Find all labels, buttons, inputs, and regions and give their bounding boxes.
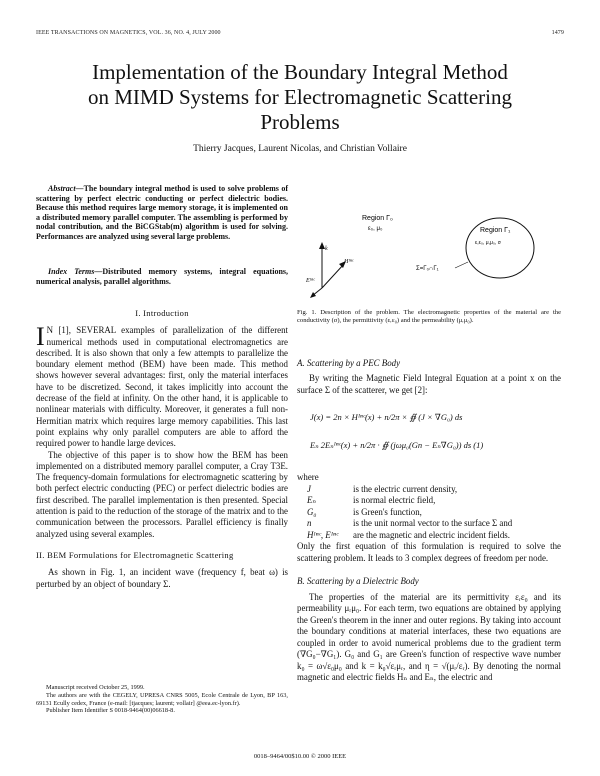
title-line-2: on MIMD Systems for Electromagnetic Scattering [88,85,512,109]
footnote-publisher-id: Publisher Item Identifier S 0018-9464(00)06618-8. [46,707,175,715]
definitions-table [297,484,512,542]
equation-1b: Eₙ 2Eₙᴵⁿᶜ(x) + n/2π · ∯ (jωμ₀(Gn − Eₙ∇G₀)) ds (1) [310,440,484,450]
k-vector-label: k [325,246,328,252]
region-0-params: ε₀, μ₀ [368,226,383,232]
h-field-label: Hᴵⁿᶜ [344,259,354,265]
where-word: where [297,472,319,482]
definition-row: Eₙ is normal electric field, [307,495,436,505]
region-1-label: Region Γ₁ [480,227,511,234]
journal-name: IEEE TRANSACTIONS ON MAGNETICS, VOL. 36, NO. 4, JULY 2000 [36,30,221,36]
title-line-1: Implementation of the Boundary Integral Method [92,60,508,84]
definition-row: n is the unit normal vector to the surface Σ and [307,518,513,528]
h-field-arrow [322,264,344,288]
intro-paragraph-2: The objective of this paper is to show how the BEM has been implemented on a distributed memory parallel computer, a Cray T3E. The frequency-domain formulations for electromagnetic scattering by both perfect electric conducting (PEC) or perfect dielectric bodies are first described. The parallel implementation is then presented. Special attention is paid to the reduction of the storage of the matrix and to the communication between the processors. Parallel efficiency is finally analyzed using several examples. [36,449,288,539]
definition-row: J is the electric current density, [307,483,458,494]
copyright-line: 0018–9464/00$10.00 © 2000 IEEE [253,753,347,760]
title-line-3: Problems [260,110,340,134]
running-header [36,30,564,36]
abstract-text: The boundary integral method is used to solve problems of scattering by perfect electric conducting or perfect dielectric bodies. Because this method requires large memory storage, it is implemented on a distributed memory parallel computer. The assembling is performed by nodal contribution, and the BiCGStab(m) algorithm is used for solving. Performances are analyzed using several large problems. [36,184,288,241]
boundary-pointer [455,262,468,268]
index-terms-text: Distributed memory systems, integral equations, numerical analysis, parallel algorithms. [36,267,289,286]
author-list: Thierry Jacques, Laurent Nicolas, and Christian Vollaire [193,144,407,154]
left-column [36,300,288,590]
region-1-params: ε,ε₀, μ,μ₀, σ [475,240,501,246]
section-2-paragraph-1: As shown in Fig. 1, an incident wave (frequency f, beat ω) is perturbed by an object of boundary Σ. [36,567,288,589]
definition-row: G₀ is Green's function, [307,506,422,517]
region-0-label: Region Γ₀ [362,215,393,222]
page-number: 1479 [551,30,564,36]
definitions-block [297,472,561,684]
footnote [36,684,288,715]
subsection-a-paragraph-1: By writing the Magnetic Field Integral Equation at a point x on the surface Σ of the scatterer, we get [2]: [297,373,561,395]
figure-1-caption: Fig. 1. Description of the problem. The electromagnetic properties of the material are the conductivity (σ), the permittivity (εᵣε₀) and the permeability (μᵣμ₀). [297,309,561,324]
abstract [36,184,288,242]
equation-1a: J(x) = 2n × Hᴵⁿᶜ(x) + n/2π × ∯ (J × ∇G₀) ds [310,412,463,422]
intro-heading: I. Introduction [135,308,189,318]
section-2-heading: II. BEM Formulations for Electromagnetic Scattering [36,549,234,560]
index-terms-label: Index Terms— [48,267,103,276]
subsection-a-paragraph-2: Only the first equation of this formulation is required to solve the scattering problem. It leads to 3 complex degrees of freedom per node. [297,541,561,563]
abstract-label: Abstract— [48,184,84,193]
drop-cap: I [36,322,45,352]
paper-title [40,60,560,135]
right-column-top [297,352,561,396]
footnote-affiliation: The authors are with the CEGELY, UPRESA CNRS 5005, Ecole Centrale de Lyon, BP 163, 69131 Ecully cedex, France (e-mail: [tjacques; laurent; vollair] @eea.ec-lyon.fr). [36,691,288,707]
intro-paragraph-1: I N [1], SEVERAL examples of parallelization of the different numerical methods used in computational electromagnetics are described. It is also shown that only a few attempts to parallelize the boundary element method (BEM) have been made. This method shows however several advantages: first, only the material interfaces have to be discretized. Second, it takes implicitly into account the decrease of the field at infinity. On the other hand, it is applicable to nonlinear materials with difficulty. Moreover, it generates a full non-Hermitian matrix which requires large memory capabilities. This last point explains why only parallel computers are able to afford the required power to handle large devices. [36,322,288,449]
subsection-a-heading: A. Scattering by a PEC Body [297,358,401,368]
boundary-label: Σ=Γ₀∩Γ₁ [416,266,439,272]
definition-row: Hᴵⁿᶜ, Eᴵⁿᶜ are the magnetic and electric incident fields. [307,529,510,540]
index-terms [36,267,288,286]
subsection-b-paragraph-1: The properties of the material are its permittivity εᵣε₀ and its permeability μᵣμ₀. For each term, two equations are obtained by applying the Green's theorem in the inner and outer regions. By taking into account the boundary conditions at material interfaces, these two equations are coupled in order to avoid numerical problems due to the gradient term (∇G₀−∇G₁). G₀ and G₁ are Green's function of respective wave number k₀ = ω√ε₀μ₀ and k = k₀√εᵣμᵣ, and η = √(μᵣ/εᵣ). By denoting the normal magnetic and electric fields Hₙ and Eₙ, the electric and [297,591,561,682]
figure-1-diagram [300,200,562,300]
e-field-label: Eᴵⁿᶜ [306,278,315,284]
subsection-b-heading: B. Scattering by a Dielectric Body [297,576,419,586]
footnote-received: Manuscript received October 25, 1999. [46,684,145,691]
